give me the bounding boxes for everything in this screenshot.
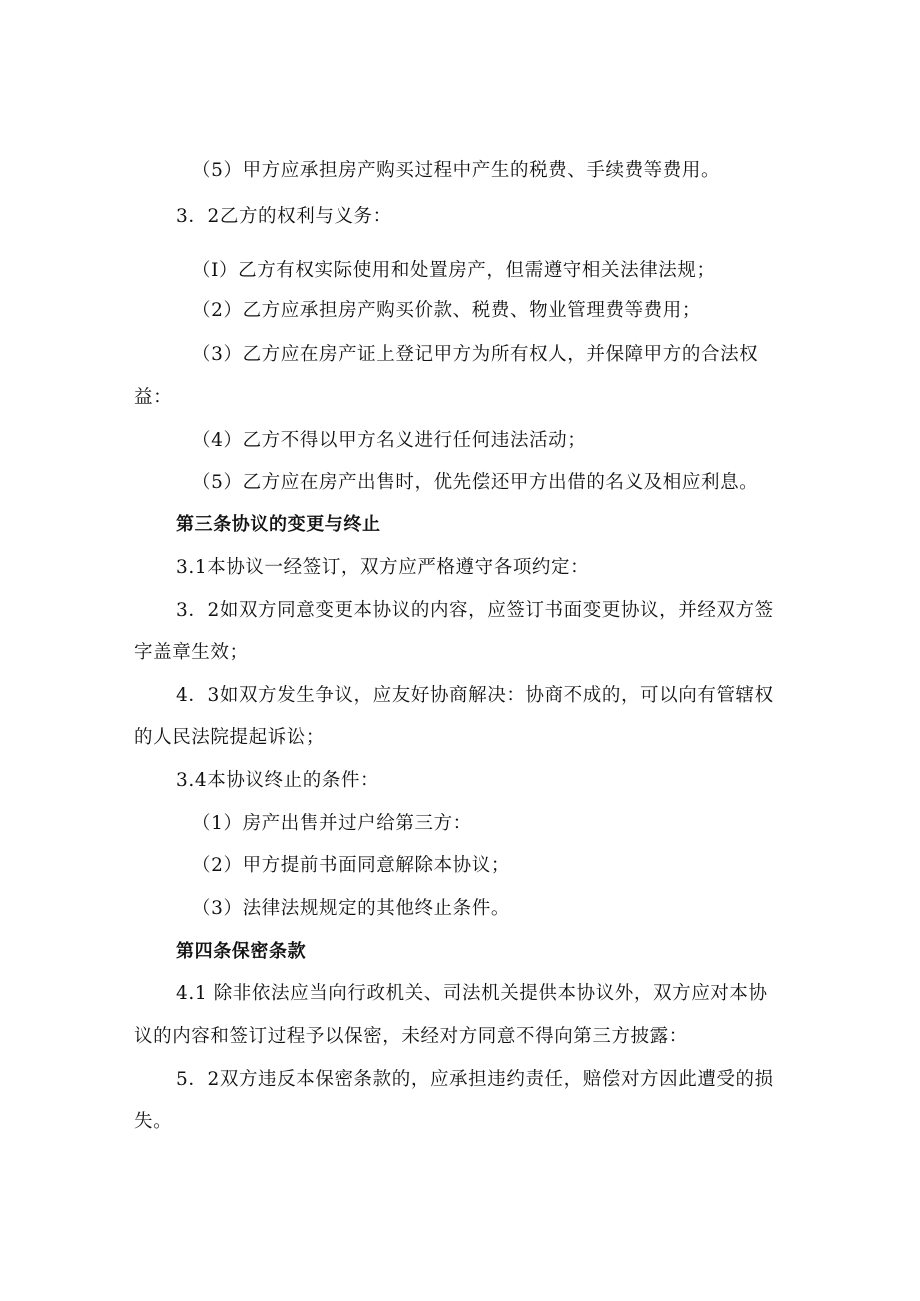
clause-3-2-item-3-continued: 益： bbox=[134, 387, 173, 408]
clause-3-4-item-1: （1）房产出售并过户给第三方： bbox=[192, 813, 472, 834]
clause-4-3: 4．3如双方发生争议，应友好协商解决：协商不成的，可以向有管辖权 bbox=[176, 685, 774, 706]
clause-4-1: 4.1 除非依法应当向行政机关、司法机关提供本协议外，双方应对本协 bbox=[176, 983, 768, 1004]
clause-3-4-item-2: （2）甲方提前书面同意解除本协议； bbox=[192, 855, 510, 876]
clause-3-2-item-3: （3）乙方应在房产证上登记甲方为所有权人，并保障甲方的合法权 bbox=[192, 344, 759, 365]
clause-3-1: 3.1本协议一经签订，双方应严格遵守各项约定： bbox=[176, 557, 590, 578]
article-3-title: 第三条协议的变更与终止 bbox=[176, 514, 381, 535]
clause-3-2-continued: 字盖章生效； bbox=[134, 642, 249, 663]
clause-3-2-item-4: （4）乙方不得以甲方名义进行任何违法活动； bbox=[192, 430, 587, 451]
clause-4-3-continued: 的人民法院提起诉讼； bbox=[134, 727, 326, 748]
clause-3-2: 3．2如双方同意变更本协议的内容，应签订书面变更协议，并经双方签 bbox=[176, 600, 774, 621]
article-4-title: 第四条保密条款 bbox=[176, 941, 307, 962]
clause-3-2-item-5: （5）乙方应在房产出售时，优先偿还甲方出借的名义及相应利息。 bbox=[192, 472, 759, 493]
clause-3-2-heading: 3．2乙方的权利与义务： bbox=[176, 206, 392, 227]
clause-4-1-continued: 议的内容和签订过程予以保密，未经对方同意不得向第三方披露： bbox=[134, 1026, 688, 1047]
clause-3-4-item-3: （3）法律法规规定的其他终止条件。 bbox=[192, 898, 510, 919]
clause-3-2-item-1: （I）乙方有权实际使用和处置房产，但需遵守相关法律法规； bbox=[192, 260, 716, 281]
clause-3-4: 3.4本协议终止的条件： bbox=[176, 770, 380, 791]
clause-5-2-continued: 失。 bbox=[134, 1111, 173, 1132]
clause-3-1-item-5: （5）甲方应承担房产购买过程中产生的税费、手续费等费用。 bbox=[192, 160, 721, 181]
clause-5-2: 5．2双方违反本保密条款的，应承担违约责任，赔偿对方因此遭受的损 bbox=[176, 1069, 774, 1090]
clause-3-2-item-2: （2）乙方应承担房产购买价款、税费、物业管理费等费用； bbox=[192, 300, 701, 321]
